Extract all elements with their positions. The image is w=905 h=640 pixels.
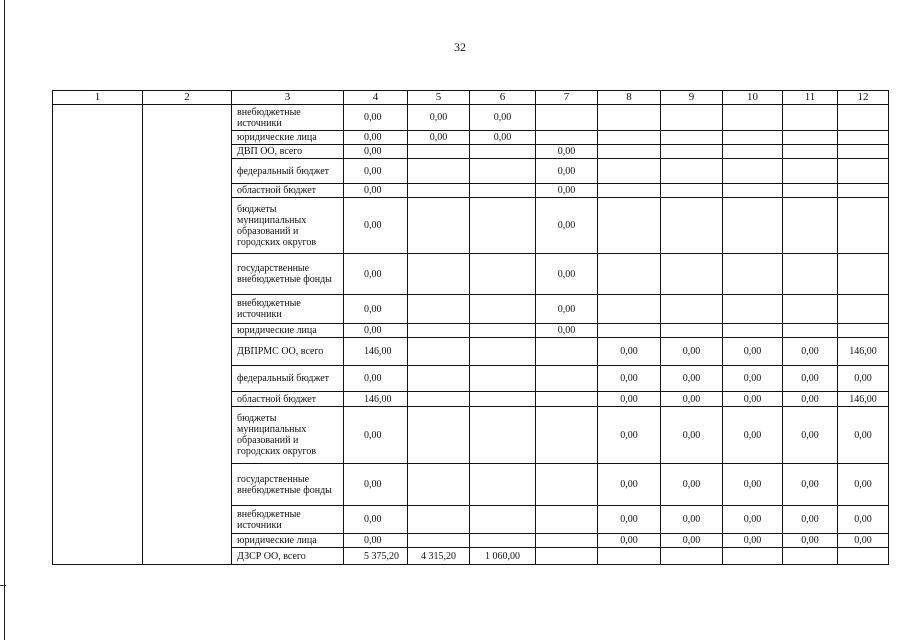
value-cell <box>783 198 838 254</box>
value-cell: 0,00 <box>838 464 889 506</box>
value-cell: 0,00 <box>783 407 838 464</box>
value-cell <box>470 324 536 338</box>
value-cell: 0,00 <box>536 254 598 295</box>
value-cell <box>661 184 723 198</box>
value-cell <box>598 145 661 159</box>
value-cell <box>598 105 661 131</box>
value-cell: 0,00 <box>783 534 838 548</box>
page-number: 32 <box>454 40 466 54</box>
row-label: внебюджетные источники <box>232 506 344 534</box>
value-cell <box>408 324 470 338</box>
value-cell <box>536 506 598 534</box>
value-cell: 0,00 <box>536 324 598 338</box>
table-body <box>53 91 889 565</box>
value-cell: 146,00 <box>344 392 408 407</box>
row-label: юридические лица <box>232 534 344 548</box>
value-cell <box>838 159 889 184</box>
value-cell <box>661 145 723 159</box>
value-cell: 0,00 <box>838 506 889 534</box>
value-cell: 0,00 <box>783 338 838 366</box>
value-cell: 0,00 <box>344 407 408 464</box>
value-cell <box>408 534 470 548</box>
value-cell: 0,00 <box>598 407 661 464</box>
value-cell: 0,00 <box>838 534 889 548</box>
value-cell: 0,00 <box>838 407 889 464</box>
value-cell <box>783 145 838 159</box>
value-cell: 146,00 <box>838 392 889 407</box>
header-cell: 2 <box>143 91 232 105</box>
value-cell: 0,00 <box>536 295 598 324</box>
value-cell: 0,00 <box>344 324 408 338</box>
value-cell <box>408 464 470 506</box>
value-cell: 0,00 <box>723 366 783 392</box>
value-cell <box>661 295 723 324</box>
row-label: федеральный бюджет <box>232 159 344 184</box>
row-label: бюджеты муниципальных образований и городских округов <box>232 198 344 254</box>
value-cell <box>408 338 470 366</box>
value-cell <box>470 159 536 184</box>
value-cell <box>408 295 470 324</box>
value-cell: 0,00 <box>536 159 598 184</box>
value-cell: 0,00 <box>723 464 783 506</box>
value-cell: 0,00 <box>598 464 661 506</box>
row-label: государственные внебюджетные фонды <box>232 254 344 295</box>
value-cell <box>470 338 536 366</box>
value-cell <box>470 407 536 464</box>
value-cell <box>408 366 470 392</box>
value-cell <box>536 464 598 506</box>
header-cell: 10 <box>723 91 783 105</box>
value-cell <box>723 145 783 159</box>
value-cell <box>598 324 661 338</box>
value-cell: 0,00 <box>344 506 408 534</box>
budget-table <box>52 90 889 565</box>
row-label: юридические лица <box>232 324 344 338</box>
value-cell <box>598 295 661 324</box>
header-cell: 5 <box>408 91 470 105</box>
header-cell: 8 <box>598 91 661 105</box>
value-cell: 0,00 <box>536 198 598 254</box>
value-cell <box>408 159 470 184</box>
header-cell: 1 <box>53 91 143 105</box>
value-cell <box>783 295 838 324</box>
header-cell: 9 <box>661 91 723 105</box>
col1-merged-cell <box>53 105 143 565</box>
row-label: государственные внебюджетные фонды <box>232 464 344 506</box>
value-cell: 146,00 <box>838 338 889 366</box>
value-cell: 0,00 <box>661 338 723 366</box>
value-cell <box>598 131 661 145</box>
value-cell <box>838 105 889 131</box>
value-cell: 0,00 <box>408 105 470 131</box>
value-cell <box>598 548 661 565</box>
value-cell <box>470 366 536 392</box>
value-cell <box>838 295 889 324</box>
value-cell: 0,00 <box>344 105 408 131</box>
value-cell: 0,00 <box>598 366 661 392</box>
value-cell <box>661 548 723 565</box>
value-cell: 0,00 <box>723 506 783 534</box>
value-cell: 0,00 <box>783 506 838 534</box>
value-cell: 0,00 <box>344 145 408 159</box>
value-cell: 0,00 <box>344 131 408 145</box>
value-cell: 0,00 <box>723 534 783 548</box>
value-cell <box>661 198 723 254</box>
value-cell <box>470 506 536 534</box>
value-cell <box>598 254 661 295</box>
value-cell <box>408 392 470 407</box>
value-cell <box>598 198 661 254</box>
value-cell: 0,00 <box>536 184 598 198</box>
value-cell <box>723 184 783 198</box>
value-cell <box>723 254 783 295</box>
row-label: ДВП ОО, всего <box>232 145 344 159</box>
value-cell <box>598 159 661 184</box>
value-cell: 0,00 <box>344 254 408 295</box>
value-cell <box>470 184 536 198</box>
value-cell: 0,00 <box>723 407 783 464</box>
value-cell: 0,00 <box>344 295 408 324</box>
value-cell <box>783 324 838 338</box>
value-cell: 0,00 <box>344 198 408 254</box>
value-cell: 0,00 <box>536 145 598 159</box>
value-cell <box>536 131 598 145</box>
value-cell <box>723 159 783 184</box>
value-cell <box>723 105 783 131</box>
value-cell: 0,00 <box>344 366 408 392</box>
header-cell: 6 <box>470 91 536 105</box>
header-cell: 11 <box>783 91 838 105</box>
value-cell: 0,00 <box>661 464 723 506</box>
value-cell <box>536 392 598 407</box>
value-cell: 0,00 <box>783 464 838 506</box>
value-cell <box>783 548 838 565</box>
value-cell <box>470 392 536 407</box>
value-cell <box>838 548 889 565</box>
row-label: ДВПРМС ОО, всего <box>232 338 344 366</box>
table-row <box>53 105 889 131</box>
value-cell: 0,00 <box>344 464 408 506</box>
value-cell <box>783 254 838 295</box>
value-cell: 0,00 <box>598 338 661 366</box>
value-cell: 0,00 <box>723 392 783 407</box>
value-cell: 0,00 <box>661 506 723 534</box>
value-cell: 0,00 <box>661 534 723 548</box>
row-label: ДЗСР ОО, всего <box>232 548 344 565</box>
row-label: бюджеты муниципальных образований и городских округов <box>232 407 344 464</box>
value-cell: 0,00 <box>661 407 723 464</box>
value-cell <box>408 506 470 534</box>
value-cell: 0,00 <box>344 159 408 184</box>
value-cell: 0,00 <box>470 131 536 145</box>
value-cell <box>470 295 536 324</box>
value-cell <box>783 131 838 145</box>
value-cell <box>536 534 598 548</box>
value-cell: 5 375,20 <box>344 548 408 565</box>
value-cell <box>838 131 889 145</box>
value-cell: 0,00 <box>598 506 661 534</box>
value-cell <box>536 338 598 366</box>
value-cell: 0,00 <box>344 184 408 198</box>
value-cell: 146,00 <box>344 338 408 366</box>
header-cell: 7 <box>536 91 598 105</box>
value-cell <box>783 159 838 184</box>
value-cell <box>661 324 723 338</box>
col2-merged-cell <box>143 105 232 565</box>
row-label: областной бюджет <box>232 184 344 198</box>
value-cell <box>536 366 598 392</box>
row-label: внебюджетные источники <box>232 295 344 324</box>
value-cell: 4 315,20 <box>408 548 470 565</box>
value-cell <box>598 184 661 198</box>
value-cell <box>838 198 889 254</box>
value-cell <box>661 105 723 131</box>
header-cell: 3 <box>232 91 344 105</box>
value-cell <box>723 198 783 254</box>
margin-tick <box>0 585 6 586</box>
value-cell <box>470 145 536 159</box>
header-row <box>53 91 889 105</box>
value-cell: 1 060,00 <box>470 548 536 565</box>
row-label: федеральный бюджет <box>232 366 344 392</box>
value-cell <box>838 184 889 198</box>
value-cell <box>536 105 598 131</box>
value-cell: 0,00 <box>783 392 838 407</box>
value-cell <box>408 198 470 254</box>
value-cell: 0,00 <box>661 366 723 392</box>
value-cell: 0,00 <box>723 338 783 366</box>
value-cell <box>536 548 598 565</box>
value-cell <box>408 145 470 159</box>
value-cell <box>470 534 536 548</box>
value-cell <box>536 407 598 464</box>
value-cell: 0,00 <box>344 534 408 548</box>
value-cell <box>408 407 470 464</box>
value-cell: 0,00 <box>470 105 536 131</box>
value-cell <box>408 254 470 295</box>
value-cell: 0,00 <box>783 366 838 392</box>
value-cell <box>783 105 838 131</box>
row-label: областной бюджет <box>232 392 344 407</box>
left-margin-line <box>4 0 5 640</box>
row-label: внебюджетные источники <box>232 105 344 131</box>
value-cell: 0,00 <box>598 534 661 548</box>
value-cell <box>408 184 470 198</box>
value-cell <box>723 324 783 338</box>
value-cell: 0,00 <box>408 131 470 145</box>
value-cell <box>470 198 536 254</box>
value-cell <box>783 184 838 198</box>
value-cell <box>661 159 723 184</box>
value-cell <box>661 254 723 295</box>
value-cell <box>838 254 889 295</box>
value-cell: 0,00 <box>661 392 723 407</box>
value-cell <box>661 131 723 145</box>
value-cell <box>838 324 889 338</box>
value-cell <box>723 548 783 565</box>
value-cell <box>723 131 783 145</box>
value-cell <box>723 295 783 324</box>
header-cell: 12 <box>838 91 889 105</box>
value-cell <box>470 254 536 295</box>
row-label: юридические лица <box>232 131 344 145</box>
value-cell: 0,00 <box>838 366 889 392</box>
value-cell <box>470 464 536 506</box>
value-cell <box>838 145 889 159</box>
header-cell: 4 <box>344 91 408 105</box>
value-cell: 0,00 <box>598 392 661 407</box>
